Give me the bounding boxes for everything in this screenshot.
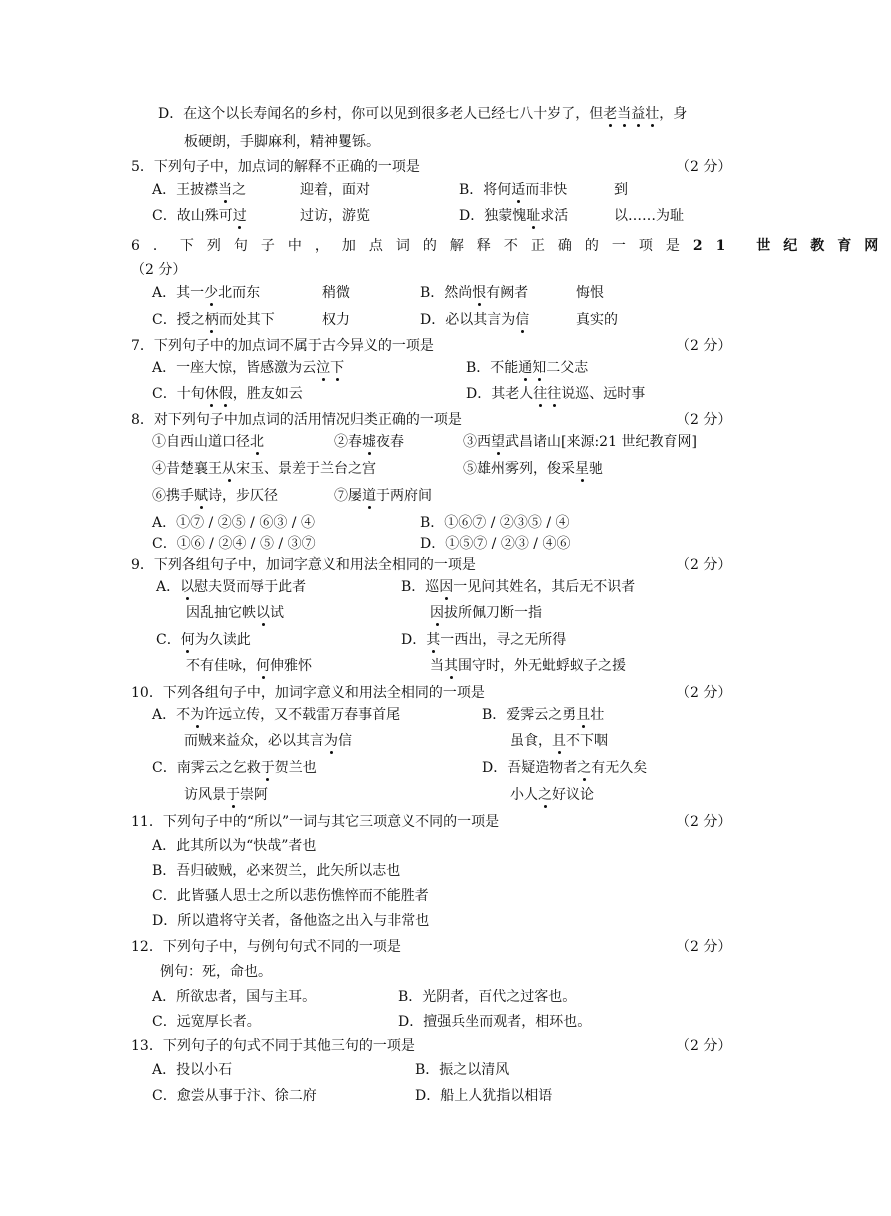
text-line-l1 bbox=[158, 104, 687, 124]
text-segment: A．王披襟 bbox=[152, 182, 219, 198]
text-segment: 12．下列句子中，与例句句式不同的一项是 bbox=[131, 939, 401, 955]
text-segment: 迎着，面对 bbox=[300, 182, 370, 198]
text-segment: 围守时，外无蚍蜉蚁子之援 bbox=[458, 658, 626, 674]
text-segment: B．将何 bbox=[459, 182, 512, 198]
text-line-q11d bbox=[152, 911, 429, 931]
text-segment: 为久读此 bbox=[194, 632, 251, 648]
text-line-q13 bbox=[131, 1036, 415, 1056]
text-segment: 访风景 bbox=[184, 787, 226, 803]
dotted-word bbox=[575, 461, 589, 477]
text-segment: 许远立传，又不载雷万春事首尾 bbox=[204, 707, 401, 723]
text-segment: B．①⑥⑦ / ②③⑤ / ④ bbox=[420, 515, 570, 531]
text-segment: 夜春 bbox=[376, 434, 404, 450]
text-line-q8r2b bbox=[463, 459, 603, 479]
text-line-q8r3a bbox=[152, 486, 278, 506]
text-line-q10b1 bbox=[482, 705, 604, 725]
dotted-word bbox=[205, 312, 219, 328]
emphasis-char: 于 bbox=[260, 760, 275, 776]
text-line-q7 bbox=[131, 336, 434, 356]
emphasis-char: 适 bbox=[511, 182, 526, 198]
text-line-q9a2 bbox=[186, 603, 284, 623]
text-line-q6s bbox=[131, 260, 186, 280]
text-line-q10b2 bbox=[510, 731, 608, 751]
text-line-l2 bbox=[184, 132, 380, 152]
text-line-q6b2 bbox=[576, 283, 604, 303]
text-line-q13c bbox=[152, 1086, 317, 1106]
dotted-word bbox=[444, 658, 458, 674]
emphasis-char: 道 bbox=[362, 488, 376, 504]
text-segment: ⑦屡 bbox=[334, 488, 362, 504]
dotted-word bbox=[518, 360, 546, 376]
text-line-q10a1 bbox=[152, 705, 400, 725]
text-segment: 求活 bbox=[540, 208, 569, 224]
text-segment: A． bbox=[156, 579, 181, 595]
text-line-q6 bbox=[131, 236, 891, 256]
text-line-q9 bbox=[131, 555, 476, 575]
text-segment: 例句：死，命也。 bbox=[160, 964, 272, 980]
text-segment: 不有佳咏， bbox=[186, 658, 256, 674]
text-segment: C．远宽厚长者。 bbox=[152, 1014, 261, 1030]
text-segment: A．①⑦ / ②⑤ / ⑥③ / ④ bbox=[152, 515, 315, 531]
text-line-q5d bbox=[459, 206, 568, 226]
text-segment: ，胜友如云 bbox=[232, 386, 303, 402]
text-segment: 有无久矣 bbox=[591, 760, 648, 776]
emphasis-char: 望 bbox=[491, 434, 505, 450]
emphasis-char: 益 bbox=[631, 106, 646, 122]
emphasis-char: 之 bbox=[577, 760, 592, 776]
text-segment: C．愈尝从事于汴、徐二府 bbox=[152, 1088, 317, 1104]
dotted-word bbox=[205, 386, 233, 402]
text-segment: 崇阿 bbox=[240, 787, 268, 803]
dotted-word bbox=[261, 760, 275, 776]
text-line-q8d bbox=[420, 534, 570, 554]
text-segment: C．此皆骚人思士之所以悲伤憔悴而不能胜者 bbox=[152, 888, 429, 904]
emphasis-char: 赋 bbox=[194, 488, 208, 504]
question-score: （2 分） bbox=[676, 1038, 732, 1054]
dotted-word bbox=[576, 707, 590, 723]
text-segment: 壮 bbox=[590, 707, 605, 723]
emphasis-char: 往 bbox=[533, 386, 548, 402]
dotted-word bbox=[362, 434, 376, 450]
text-line-q6a bbox=[152, 283, 260, 303]
emphasis-char: 何 bbox=[256, 658, 270, 674]
text-line-q6d bbox=[420, 310, 529, 330]
text-segment: 权力 bbox=[322, 312, 350, 328]
text-line-q5d2 bbox=[614, 206, 684, 226]
text-segment: 真实的 bbox=[576, 312, 618, 328]
emphasis-char: 为 bbox=[324, 733, 338, 749]
dotted-word bbox=[222, 461, 236, 477]
text-segment: 稍微 bbox=[322, 285, 350, 301]
dotted-word bbox=[316, 360, 344, 376]
question-score: （2 分） bbox=[676, 557, 732, 573]
text-line-q7b bbox=[466, 358, 588, 378]
text-segment: 虽食， bbox=[510, 733, 552, 749]
text-segment: 试 bbox=[270, 605, 284, 621]
emphasis-char: 恨 bbox=[472, 285, 487, 301]
dotted-word bbox=[204, 285, 218, 301]
text-segment: D．所以遣将守关者，备他盗之出入与非常也 bbox=[152, 913, 430, 929]
dotted-word bbox=[324, 733, 338, 749]
text-line-q12 bbox=[131, 937, 401, 957]
emphasis-char: 当 bbox=[617, 106, 632, 122]
text-segment: 8．对下列句子中加点词的活用情况归类正确的一项是 bbox=[131, 412, 462, 428]
text-segment: C． bbox=[156, 632, 181, 648]
text-line-q6c bbox=[152, 310, 275, 330]
text-line-q8 bbox=[131, 410, 462, 430]
text-segment: A．不 bbox=[152, 707, 191, 723]
text-segment: 以……为耻 bbox=[614, 208, 684, 224]
text-line-q10c1 bbox=[152, 758, 317, 778]
text-line-q9c2 bbox=[186, 656, 312, 676]
text-segment: ①自西山道口径 bbox=[152, 434, 250, 450]
text-segment: 7．下列句子中的加点词不属于古今异义的一项是 bbox=[131, 338, 434, 354]
text-segment: A．一座大惊，皆感激为云 bbox=[152, 360, 317, 376]
emphasis-char: 且 bbox=[576, 707, 591, 723]
dotted-word bbox=[256, 605, 270, 621]
text-line-q7c bbox=[152, 384, 303, 404]
text-segment: D．其老人 bbox=[466, 386, 534, 402]
emphasis-char: 耻 bbox=[526, 208, 541, 224]
dotted-word bbox=[472, 285, 486, 301]
text-segment: 北而东 bbox=[218, 285, 261, 301]
text-segment: B．爱霁云之勇 bbox=[482, 707, 577, 723]
text-segment: 说巡、远时事 bbox=[561, 386, 646, 402]
text-segment: ⑥携手 bbox=[152, 488, 194, 504]
text-segment: 二父志 bbox=[546, 360, 589, 376]
text-segment: 贺兰也 bbox=[274, 760, 317, 776]
text-line-q6d2 bbox=[576, 310, 618, 330]
text-segment: 到 bbox=[614, 182, 628, 198]
emphasis-char: 壮 bbox=[645, 106, 660, 122]
dotted-word bbox=[552, 733, 566, 749]
dotted-word bbox=[218, 182, 232, 198]
text-line-q6a2 bbox=[322, 283, 350, 303]
emphasis-char: 以 bbox=[180, 579, 195, 595]
dotted-word bbox=[511, 182, 525, 198]
text-segment: 一西出，寻之无所得 bbox=[440, 632, 567, 648]
text-segment: A．所欲忠者，国与主耳。 bbox=[152, 989, 317, 1005]
text-line-q12d bbox=[398, 1012, 591, 1032]
text-segment: 5．下列句子中，加点词的解释不正确的一项是 bbox=[131, 159, 420, 175]
text-segment: 13．下列句子的句式不同于其他三句的一项是 bbox=[131, 1038, 415, 1054]
text-segment: 于两府间 bbox=[376, 488, 432, 504]
text-line-q8c bbox=[152, 534, 316, 554]
text-segment: 6．下列句子中，加点词的解释不正确的一项是 bbox=[131, 238, 693, 254]
text-segment: D．①⑤⑦ / ②③ / ④⑥ bbox=[420, 536, 571, 552]
emphasis-char: 因 bbox=[439, 579, 454, 595]
text-line-q8r3b bbox=[334, 486, 432, 506]
text-segment: 有阙者 bbox=[486, 285, 529, 301]
dotted-word bbox=[190, 707, 204, 723]
emphasis-char: 且 bbox=[552, 733, 566, 749]
text-line-q10a2 bbox=[184, 731, 352, 751]
dotted-word bbox=[194, 488, 208, 504]
text-line-q8b bbox=[420, 513, 570, 533]
text-line-q11a bbox=[152, 836, 316, 856]
text-segment: D．船上人犹指以相语 bbox=[415, 1088, 553, 1104]
dotted-word bbox=[426, 632, 440, 648]
text-segment: C．授之 bbox=[152, 312, 205, 328]
text-segment: 板硬朗，手脚麻利，精神矍铄。 bbox=[184, 134, 380, 150]
text-segment: 好议论 bbox=[552, 787, 594, 803]
emphasis-char: 于 bbox=[226, 787, 240, 803]
emphasis-char: 为 bbox=[190, 707, 205, 723]
dotted-word bbox=[362, 488, 376, 504]
dotted-word bbox=[430, 605, 444, 621]
dotted-word bbox=[233, 208, 247, 224]
text-line-q10d2 bbox=[510, 785, 594, 805]
text-line-q6c2 bbox=[322, 310, 350, 330]
emphasis-char: 北 bbox=[250, 434, 264, 450]
text-segment: 驰 bbox=[589, 461, 603, 477]
emphasis-char: 以 bbox=[256, 605, 270, 621]
text-segment: B．巡 bbox=[401, 579, 440, 595]
dotted-word bbox=[533, 386, 561, 402]
text-segment: D．擅强兵坐而观者，相环也。 bbox=[398, 1014, 592, 1030]
text-line-q9b2 bbox=[430, 603, 542, 623]
text-segment: 诗，步仄径 bbox=[208, 488, 278, 504]
dotted-word bbox=[515, 312, 529, 328]
text-line-q8r2a bbox=[152, 459, 376, 479]
text-segment: 而非快 bbox=[525, 182, 568, 198]
text-line-q8r1c bbox=[463, 432, 697, 452]
text-segment: B．光阴者，百代之过客也。 bbox=[398, 989, 577, 1005]
question-score: （2 分） bbox=[676, 338, 732, 354]
text-segment: 信 bbox=[338, 733, 352, 749]
emphasis-char: 假 bbox=[218, 386, 233, 402]
question-score: （2 分） bbox=[676, 159, 732, 175]
text-line-q12ex bbox=[160, 962, 272, 982]
text-line-q10 bbox=[131, 683, 485, 703]
text-line-q5 bbox=[131, 157, 420, 177]
text-segment: 当 bbox=[430, 658, 444, 674]
text-line-q9d1 bbox=[401, 630, 566, 650]
text-segment: 之 bbox=[232, 182, 247, 198]
emphasis-char: 柄 bbox=[204, 312, 219, 328]
dotted-word bbox=[491, 434, 505, 450]
text-line-q7d bbox=[466, 384, 645, 404]
text-segment: D． bbox=[401, 632, 427, 648]
question-score: （2 分） bbox=[676, 814, 732, 830]
text-line-q11 bbox=[131, 812, 499, 832]
text-segment: 悔恨 bbox=[576, 285, 604, 301]
emphasis-char: 知 bbox=[532, 360, 547, 376]
text-segment: C．①⑥ / ②④ / ⑤ / ③⑦ bbox=[152, 536, 316, 552]
text-segment: 因乱抽它帙 bbox=[186, 605, 256, 621]
dotted-word bbox=[256, 658, 270, 674]
text-segment: 11．下列句子中的“所以”一词与其它三项意义不同的一项是 bbox=[131, 814, 500, 830]
text-line-q5c2 bbox=[300, 206, 370, 226]
emphasis-char: 往 bbox=[547, 386, 562, 402]
dotted-word bbox=[538, 787, 552, 803]
text-line-q7a bbox=[152, 358, 344, 378]
dotted-word bbox=[577, 760, 591, 776]
text-segment: ④昔楚襄王 bbox=[152, 461, 222, 477]
emphasis-char: 过 bbox=[232, 208, 247, 224]
emphasis-char: 信 bbox=[515, 312, 530, 328]
text-segment: 而处其下 bbox=[218, 312, 275, 328]
text-segment: A．其一 bbox=[152, 285, 205, 301]
text-segment: ③西 bbox=[463, 434, 491, 450]
emphasis-char: 当 bbox=[218, 182, 233, 198]
dotted-word bbox=[439, 579, 453, 595]
text-segment: 拔所佩刀断一指 bbox=[444, 605, 542, 621]
text-segment: A．投以小石 bbox=[152, 1062, 233, 1078]
text-line-q5a bbox=[152, 180, 246, 200]
text-line-q6b bbox=[420, 283, 528, 303]
emphasis-char: 休 bbox=[204, 386, 219, 402]
text-segment: D．在这个以长寿闻名的乡村，你可以见到很多老人已经七八十岁了，但 bbox=[158, 106, 604, 122]
text-line-q11b bbox=[152, 861, 400, 881]
text-line-q10d1 bbox=[482, 758, 647, 778]
text-line-q12c bbox=[152, 1012, 261, 1032]
text-line-q12a bbox=[152, 987, 316, 1007]
emphasis-char: 其 bbox=[426, 632, 441, 648]
text-line-q8a bbox=[152, 513, 315, 533]
question-score: （2 分） bbox=[676, 685, 732, 701]
question-score: （2 分） bbox=[676, 412, 732, 428]
emphasis-char: 其 bbox=[444, 658, 458, 674]
text-segment: D．必以其言为 bbox=[420, 312, 516, 328]
text-line-q5b2 bbox=[614, 180, 628, 200]
text-segment: 伸雅怀 bbox=[270, 658, 312, 674]
text-line-q12b bbox=[398, 987, 576, 1007]
dotted-word bbox=[226, 787, 240, 803]
text-segment: 一见问其姓名，其后无不识者 bbox=[453, 579, 636, 595]
text-line-q8r1a bbox=[152, 432, 264, 452]
text-segment: D．吾疑造物者 bbox=[482, 760, 578, 776]
emphasis-char: 从 bbox=[222, 461, 236, 477]
text-segment: 小人 bbox=[510, 787, 538, 803]
emphasis-char: 下 bbox=[330, 360, 345, 376]
text-line-q8r1b bbox=[334, 432, 404, 452]
dotted-word bbox=[180, 579, 194, 595]
text-segment: ⑤雄州雾列，俊采 bbox=[463, 461, 575, 477]
dotted-word bbox=[250, 434, 264, 450]
text-segment: 武昌诸山[来源:21 世纪教育网] bbox=[505, 434, 697, 450]
text-line-q13b bbox=[415, 1060, 509, 1080]
emphasis-char: 何 bbox=[180, 632, 195, 648]
text-segment: D．独蒙愧 bbox=[459, 208, 527, 224]
text-line-q13a bbox=[152, 1060, 232, 1080]
text-line-q11c bbox=[152, 886, 429, 906]
text-line-q9d2 bbox=[430, 656, 626, 676]
text-segment: B．不能 bbox=[466, 360, 519, 376]
dotted-word bbox=[181, 632, 195, 648]
text-segment: （2 分） bbox=[131, 262, 187, 278]
text-segment: C．南霁云之乞救 bbox=[152, 760, 261, 776]
text-segment: 而贼来益众，必以其言 bbox=[184, 733, 324, 749]
text-segment: 9．下列各组句子中，加词字意义和用法全相同的一项是 bbox=[131, 557, 476, 573]
dotted-word bbox=[603, 106, 659, 122]
text-segment: 过访，游览 bbox=[300, 208, 370, 224]
text-segment: ，身 bbox=[659, 106, 688, 122]
text-segment: C．十旬 bbox=[152, 386, 205, 402]
text-segment: ②春 bbox=[334, 434, 362, 450]
emphasis-char: 少 bbox=[204, 285, 219, 301]
text-line-q5c bbox=[152, 206, 247, 226]
text-segment: C．故山殊可 bbox=[152, 208, 233, 224]
text-segment: B．然尚 bbox=[420, 285, 473, 301]
emphasis-char: 之 bbox=[538, 787, 552, 803]
text-line-q10c2 bbox=[184, 785, 268, 805]
text-segment: B．吾归破贼，必来贺兰，此矢所以志也 bbox=[152, 863, 401, 879]
question-score: （2 分） bbox=[676, 939, 732, 955]
emphasis-char: 老 bbox=[603, 106, 618, 122]
emphasis-char: 通 bbox=[518, 360, 533, 376]
text-line-q9a1 bbox=[156, 577, 306, 597]
text-segment: 10．下列各组句子中，加词字意义和用法全相同的一项是 bbox=[131, 685, 485, 701]
emphasis-char: 星 bbox=[575, 461, 589, 477]
text-segment: 宋玉、景差于兰台之宫 bbox=[236, 461, 376, 477]
emphasis-char: 墟 bbox=[362, 434, 376, 450]
dotted-word bbox=[526, 208, 540, 224]
text-segment: A．此其所以为“快哉”者也 bbox=[152, 838, 317, 854]
text-line-q9c1 bbox=[156, 630, 251, 650]
text-line-q13d bbox=[415, 1086, 552, 1106]
text-line-q5a2 bbox=[300, 180, 370, 200]
emphasis-char: 因 bbox=[430, 605, 444, 621]
text-line-q5b bbox=[459, 180, 567, 200]
text-line-q9b1 bbox=[401, 577, 635, 597]
text-segment: 慰夫贤而辱于此者 bbox=[194, 579, 307, 595]
text-segment: 21 世纪教育网 bbox=[692, 238, 891, 254]
emphasis-char: 泣 bbox=[316, 360, 331, 376]
text-segment: 不下咽 bbox=[566, 733, 608, 749]
text-segment: B．振之以清风 bbox=[415, 1062, 510, 1078]
